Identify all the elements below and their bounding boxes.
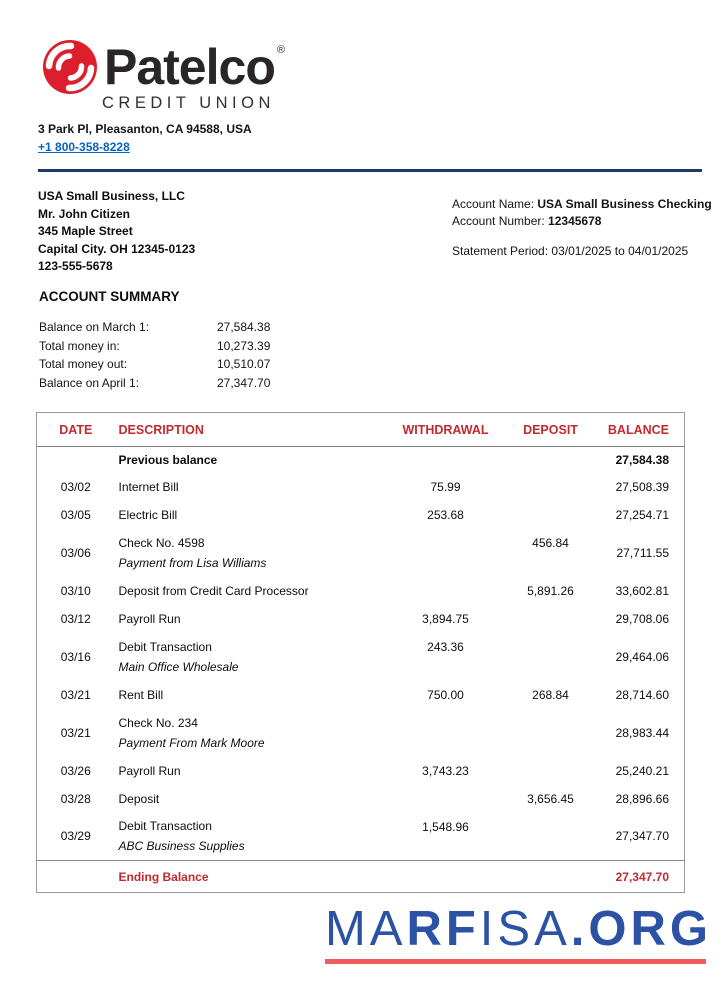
transaction-row — [37, 785, 685, 813]
txn-date: 03/16 — [60, 649, 91, 664]
txn-date: 03/21 — [60, 687, 91, 702]
statement-period-value: 03/01/2025 to 04/01/2025 — [551, 244, 689, 258]
transaction-row — [37, 757, 685, 785]
txn-description: Deposit from Credit Card Processor — [118, 583, 309, 598]
brand-address: 3 Park Pl, Pleasanton, CA 94588, USA — [38, 122, 252, 136]
summary-row — [39, 355, 270, 374]
txn-deposit: 3,656.45 — [527, 791, 574, 806]
txn-balance: 29,464.06 — [615, 649, 669, 664]
txn-withdrawal — [391, 577, 501, 605]
patelco-swirl-icon — [38, 38, 102, 98]
table-header-row — [37, 413, 685, 447]
summary-value: 10,273.39 — [217, 338, 271, 353]
txn-withdrawal: 75.99 — [430, 479, 461, 494]
txn-withdrawal: 3,894.75 — [422, 611, 469, 626]
txn-date: 03/10 — [60, 583, 91, 598]
statement-period-row — [452, 243, 712, 260]
transactions-table — [36, 412, 684, 893]
txn-description: Debit Transaction — [118, 639, 212, 654]
sitemark-underline — [325, 959, 706, 964]
summary-label: Total money out: — [39, 357, 128, 371]
txn-detail: Main Office Wholesale — [118, 659, 239, 674]
summary-label: Total money in: — [39, 338, 120, 353]
ending-balance-label: Ending Balance — [118, 869, 209, 884]
transaction-row — [37, 473, 685, 501]
txn-balance: 27,508.39 — [615, 479, 669, 494]
txn-deposit: 268.84 — [532, 687, 569, 702]
txn-deposit — [501, 709, 601, 757]
holder-line: Mr. John Citizen — [38, 206, 131, 221]
account-number-row — [452, 213, 712, 230]
account-info-block — [452, 196, 712, 260]
account-name-row — [452, 196, 712, 213]
txn-withdrawal — [391, 709, 501, 757]
txn-deposit: 456.84 — [532, 535, 569, 550]
txn-balance: 28,896.66 — [615, 791, 669, 806]
txn-balance: 25,240.21 — [615, 763, 669, 778]
account-number-label: Account Number: — [452, 214, 549, 228]
txn-description: Deposit — [118, 791, 160, 806]
summary-label: Balance on April 1: — [39, 375, 140, 390]
header-description: DESCRIPTION — [118, 422, 204, 437]
txn-description: Payroll Run — [118, 611, 181, 626]
txn-deposit — [501, 501, 601, 529]
marfisa-logo — [325, 901, 712, 964]
txn-balance: 27,254.71 — [615, 507, 669, 522]
txn-deposit — [501, 633, 601, 681]
account-name-label: Account Name: — [452, 197, 538, 211]
account-holder-block — [38, 188, 195, 276]
txn-detail: Payment from Lisa Williams — [118, 555, 267, 570]
header-divider — [38, 169, 702, 172]
txn-withdrawal: 243.36 — [427, 639, 464, 654]
txn-deposit: 5,891.26 — [527, 583, 574, 598]
txn-date: 03/06 — [60, 545, 91, 560]
transaction-row — [37, 577, 685, 605]
account-number-value: 12345678 — [548, 214, 602, 228]
summary-value: 27,584.38 — [217, 320, 271, 334]
sitemark-segment: RF — [406, 902, 480, 956]
account-summary-title: ACCOUNT SUMMARY — [39, 289, 180, 304]
txn-balance: 29,708.06 — [615, 611, 669, 626]
summary-value: 27,347.70 — [217, 375, 271, 390]
holder-line: Capital City. OH 12345-0123 — [38, 241, 196, 256]
transaction-row — [37, 605, 685, 633]
previous-balance-label: Previous balance — [118, 452, 218, 467]
statement-period-label: Statement Period: — [452, 244, 552, 258]
summary-value: 10,510.07 — [217, 357, 271, 371]
txn-date: 03/05 — [60, 507, 91, 522]
sitemark-segment: MA — [324, 902, 407, 956]
account-summary — [39, 289, 270, 392]
summary-row — [39, 337, 270, 356]
txn-description: Electric Bill — [118, 507, 178, 522]
txn-withdrawal: 3,743.23 — [422, 763, 469, 778]
sitemark-segment: ISA — [479, 902, 571, 956]
txn-description: Check No. 234 — [118, 715, 198, 730]
txn-date: 03/26 — [60, 763, 91, 778]
summary-label: Balance on March 1: — [39, 320, 150, 334]
transaction-row — [37, 633, 685, 681]
holder-line: USA Small Business, LLC — [38, 189, 185, 203]
brand-tagline: CREDIT UNION — [102, 94, 275, 112]
account-name-value: USA Small Business Checking — [537, 197, 712, 211]
transaction-row — [37, 709, 685, 757]
txn-withdrawal: 1,548.96 — [422, 819, 469, 834]
txn-deposit — [501, 605, 601, 633]
txn-deposit — [501, 757, 601, 785]
txn-date: 03/28 — [60, 791, 91, 806]
txn-detail: ABC Business Supplies — [118, 839, 245, 854]
holder-line: 345 Maple Street — [38, 224, 133, 238]
header-withdrawal: WITHDRAWAL — [402, 422, 489, 437]
txn-description: Payroll Run — [118, 763, 181, 778]
txn-withdrawal: 253.68 — [427, 507, 464, 522]
summary-row — [39, 318, 270, 337]
ending-balance-row — [37, 861, 685, 893]
ending-balance-value: 27,347.70 — [615, 869, 669, 884]
summary-row — [39, 374, 270, 393]
txn-date: 03/12 — [60, 611, 91, 626]
txn-description: Check No. 4598 — [118, 535, 205, 550]
header-date: DATE — [59, 422, 93, 437]
transaction-row — [37, 813, 685, 861]
header-deposit: DEPOSIT — [523, 422, 578, 437]
txn-withdrawal — [391, 785, 501, 813]
holder-line: 123-555-5678 — [38, 259, 113, 273]
txn-balance: 28,714.60 — [615, 687, 669, 702]
txn-description: Debit Transaction — [118, 819, 212, 834]
txn-deposit — [501, 813, 601, 861]
txn-date: 03/02 — [60, 479, 91, 494]
txn-description: Internet Bill — [118, 479, 179, 494]
previous-balance-value: 27,584.38 — [615, 452, 669, 467]
brand-header — [38, 38, 283, 156]
txn-deposit — [501, 473, 601, 501]
phone-link[interactable]: +1 800-358-8228 — [38, 140, 130, 154]
txn-description: Rent Bill — [118, 687, 164, 702]
transaction-row — [37, 681, 685, 709]
transaction-row — [37, 529, 685, 577]
txn-withdrawal — [391, 529, 501, 577]
txn-date: 03/29 — [60, 829, 91, 844]
sitemark-segment: .ORG — [570, 902, 712, 956]
txn-balance: 27,711.55 — [616, 545, 669, 560]
txn-balance: 27,347.70 — [615, 829, 669, 844]
txn-date: 03/21 — [60, 725, 91, 740]
previous-balance-row — [37, 447, 685, 473]
header-balance: BALANCE — [607, 422, 669, 437]
registered-mark: ® — [276, 44, 285, 56]
txn-balance: 33,602.81 — [615, 583, 669, 598]
transaction-row — [37, 501, 685, 529]
txn-balance: 28,983.44 — [615, 725, 669, 740]
brand-name: Patelco — [104, 39, 275, 95]
txn-detail: Payment From Mark Moore — [118, 735, 265, 750]
txn-withdrawal: 750.00 — [427, 687, 464, 702]
